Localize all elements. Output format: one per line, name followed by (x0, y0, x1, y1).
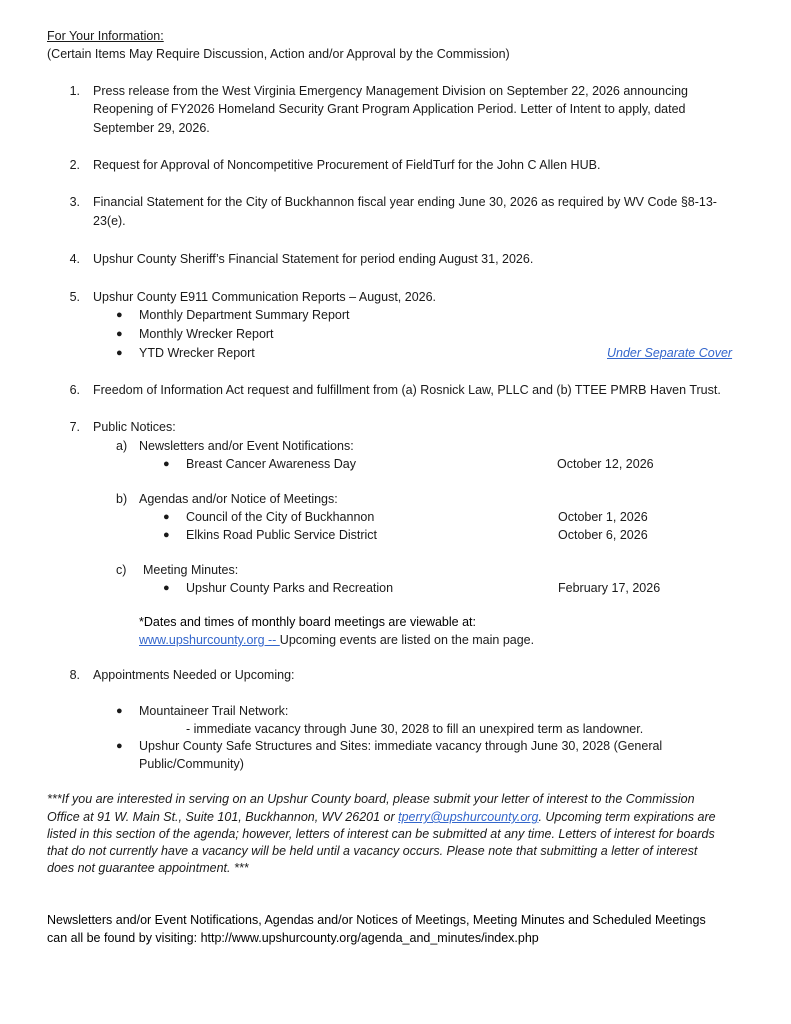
meetings-note (139, 631, 534, 649)
item-7c-minutes: Upshur County Parks and Recreation (186, 581, 394, 595)
item-7a-date: October 12, 2026 (557, 457, 654, 471)
item-5-bullet-2: Monthly Wrecker Report (139, 327, 274, 341)
item-2-number: 2. (69, 158, 80, 172)
email-link[interactable]: tperry@upshurcounty.org (398, 810, 539, 824)
under-separate-cover-link[interactable]: Under Separate Cover (607, 346, 733, 360)
item-7a-title: Newsletters and/or Event Notifications: (139, 439, 354, 453)
item-7b-date-2: October 6, 2026 (558, 528, 648, 542)
item-8-board-2-line-2: Public/Community) (139, 757, 244, 771)
closing-line-2: can all be found by visiting: http://www.upshurcounty.org/agenda_and_minutes/index.php (47, 931, 539, 945)
item-7a-label: a) (116, 439, 128, 453)
item-8-board-1: Mountaineer Trail Network: (139, 704, 289, 718)
interest-note-line-1: ***If you are interested in serving on an Upshur County board, please submit your letter of interest to the Commission (47, 792, 695, 806)
item-6-number: 6. (69, 383, 80, 397)
interest-note-cont: . Upcoming term expirations are (538, 810, 716, 824)
item-4-number: 4. (69, 252, 80, 266)
item-8-board-2-line-1: Upshur County Safe Structures and Sites: immediate vacancy through June 30, 2028 (General (139, 739, 663, 753)
item-8-board-1-detail: - immediate vacancy through June 30, 2028 to fill an unexpired term as landowner. (186, 722, 644, 736)
item-1-number: 1. (69, 84, 80, 98)
item-7b-date-1: October 1, 2026 (558, 510, 648, 524)
upshurcounty-website-link[interactable]: www.upshurcounty.org -- (139, 633, 280, 647)
bullet-icon: ● (116, 347, 123, 359)
bullet-icon: ● (163, 458, 170, 470)
item-2-text: Request for Approval of Noncompetitive Procurement of FieldTurf for the John C Allen HUB. (93, 158, 601, 172)
item-1-line-2: Reopening of FY2026 Homeland Security Grant Program Application Period. Letter of Intent to apply, dated (93, 102, 686, 116)
item-5-text: Upshur County E911 Communication Reports – August, 2026. (93, 290, 437, 304)
meetings-note-heading: *Dates and times of monthly board meetings are viewable at: (139, 615, 476, 629)
meetings-note-text: Upcoming events are listed on the main page. (279, 633, 535, 647)
section-title: For Your Information: (47, 29, 164, 43)
item-1-line-3: September 29, 2026. (93, 121, 210, 135)
interest-note-line-3: listed in this section of the agenda; however, letters of interest can be submitted at any time. Letters of interest for boards (47, 827, 715, 841)
item-3-line-2: 23(e). (93, 214, 126, 228)
item-7b-meeting-2: Elkins Road Public Service District (186, 528, 378, 542)
item-7-number: 7. (69, 420, 80, 434)
interest-note-line-2 (47, 808, 716, 826)
closing-line-1: Newsletters and/or Event Notifications, Agendas and/or Notices of Meetings, Meeting Minutes and Scheduled Meetings (47, 913, 706, 927)
item-7c-label: c) (116, 563, 127, 577)
bullet-icon: ● (116, 740, 123, 752)
bullet-icon: ● (163, 511, 170, 523)
item-7b-meeting-1: Council of the City of Buckhannon (186, 510, 375, 524)
section-subtitle: (Certain Items May Require Discussion, Action and/or Approval by the Commission) (47, 47, 510, 61)
bullet-icon: ● (163, 582, 170, 594)
interest-note-line-5: does not guarantee appointment. *** (47, 861, 249, 875)
item-3-number: 3. (69, 195, 80, 209)
item-7c-date: February 17, 2026 (558, 581, 661, 595)
bullet-icon: ● (163, 529, 170, 541)
bullet-icon: ● (116, 705, 123, 717)
interest-note-line-4: that do not currently have a vacancy will be held until a vacancy occurs. Please note that submitting a letter of interest (47, 844, 698, 858)
bullet-icon: ● (116, 328, 123, 340)
item-4-text: Upshur County Sheriff’s Financial Statement for period ending August 31, 2026. (93, 252, 534, 266)
item-7c-title: Meeting Minutes: (143, 563, 239, 577)
item-8-number: 8. (69, 668, 80, 682)
bullet-icon: ● (116, 309, 123, 321)
item-6-text: Freedom of Information Act request and fulfillment from (a) Rosnick Law, PLLC and (b) TTEE PMRB Haven Trust. (93, 383, 721, 397)
item-7b-title: Agendas and/or Notice of Meetings: (139, 492, 338, 506)
item-5-bullet-3: YTD Wrecker Report (139, 346, 255, 360)
item-7a-event: Breast Cancer Awareness Day (186, 457, 356, 471)
item-8-text: Appointments Needed or Upcoming: (93, 668, 295, 682)
interest-note-address: Office at 91 W. Main St., Suite 101, Buckhannon, WV 26201 or (47, 810, 399, 824)
item-1-line-1: Press release from the West Virginia Emergency Management Division on September 22, 2026 announcing (93, 84, 689, 98)
item-3-line-1: Financial Statement for the City of Buckhannon fiscal year ending June 30, 2026 as required by WV Code §8-13- (93, 195, 717, 209)
item-7-text: Public Notices: (93, 420, 176, 434)
item-7b-label: b) (116, 492, 128, 506)
item-5-bullet-1: Monthly Department Summary Report (139, 308, 350, 322)
item-5-number: 5. (69, 290, 80, 304)
